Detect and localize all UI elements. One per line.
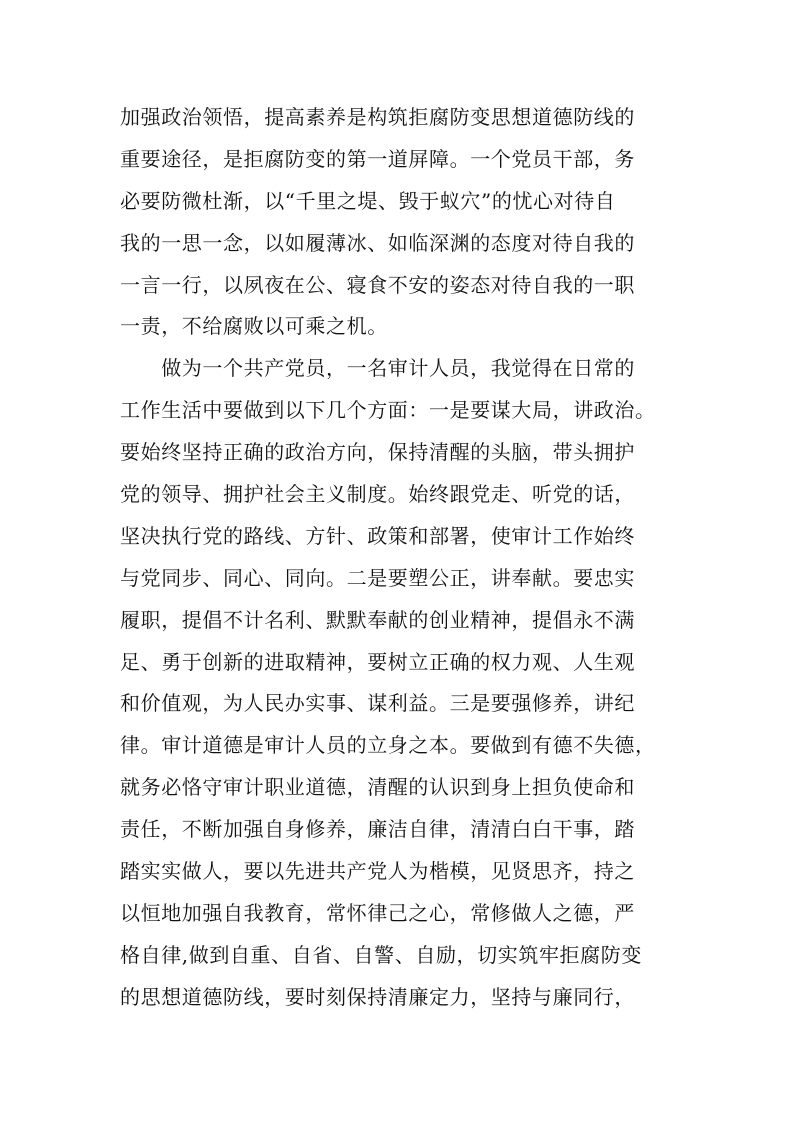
text-line: 足、勇于创新的进取精神，要树立正确的权力观、人生观 (120, 649, 635, 674)
text-line: 重要途径，是拒腐防变的第一道屏障。一个党员干部，务 (120, 146, 635, 171)
text-line: 履职，提倡不计名利、默默奉献的创业精神，提倡永不满 (120, 607, 635, 632)
text-line: 和价值观，为人民办实事、谋利益。三是要强修养，讲纪 (120, 691, 635, 716)
text-line: 必要防微杜渐，以“千里之堤、毁于蚁穴”的忧心对待自 (120, 188, 616, 213)
text-line: 我的一思一念，以如履薄冰、如临深渊的态度对待自我的 (120, 230, 635, 255)
text-line: 要始终坚持正确的政治方向，保持清醒的头脑，带头拥护 (120, 440, 635, 465)
text-line: 以恒地加强自我教育，常怀律己之心，常修做人之德，严 (120, 900, 635, 925)
text-line: 就务必恪守审计职业道德，清醒的认识到身上担负使命和 (120, 775, 635, 800)
text-line: 踏实实做人，要以先进共产党人为楷模，见贤思齐，持之 (120, 859, 635, 884)
text-line: 加强政治领悟，提高素养是构筑拒腐防变思想道德防线的 (120, 105, 635, 129)
text-line: 律。审计道德是审计人员的立身之本。要做到有德不失德， (120, 733, 656, 758)
text-line: 坚决执行党的路线、方针、政策和部署，使审计工作始终 (120, 523, 635, 548)
text-line: 做为一个共产党员，一名审计人员，我觉得在日常的 (120, 356, 635, 381)
text-line: 责任，不断加强自身修养，廉洁自律，清清白白干事，踏 (120, 817, 635, 842)
text-line: 党的领导、拥护社会主义制度。始终跟党走、听党的话， (120, 482, 635, 507)
text-line: 的思想道德防线，要时刻保持清廉定力，坚持与廉同行， (120, 984, 635, 1009)
text-line: 与党同步、同心、同向。二是要塑公正，讲奉献。要忠实 (120, 565, 635, 590)
text-line: 工作生活中要做到以下几个方面：一是要谋大局，讲政治。 (120, 398, 656, 423)
text-line: 一责，不给腐败以可乘之机。 (120, 314, 388, 339)
text-line: 格自律,做到自重、自省、自警、自励，切实筑牢拒腐防变 (120, 942, 642, 967)
body-text (120, 97, 660, 1019)
text-line: 一言一行，以夙夜在公、寝食不安的姿态对待自我的一职 (120, 272, 635, 297)
